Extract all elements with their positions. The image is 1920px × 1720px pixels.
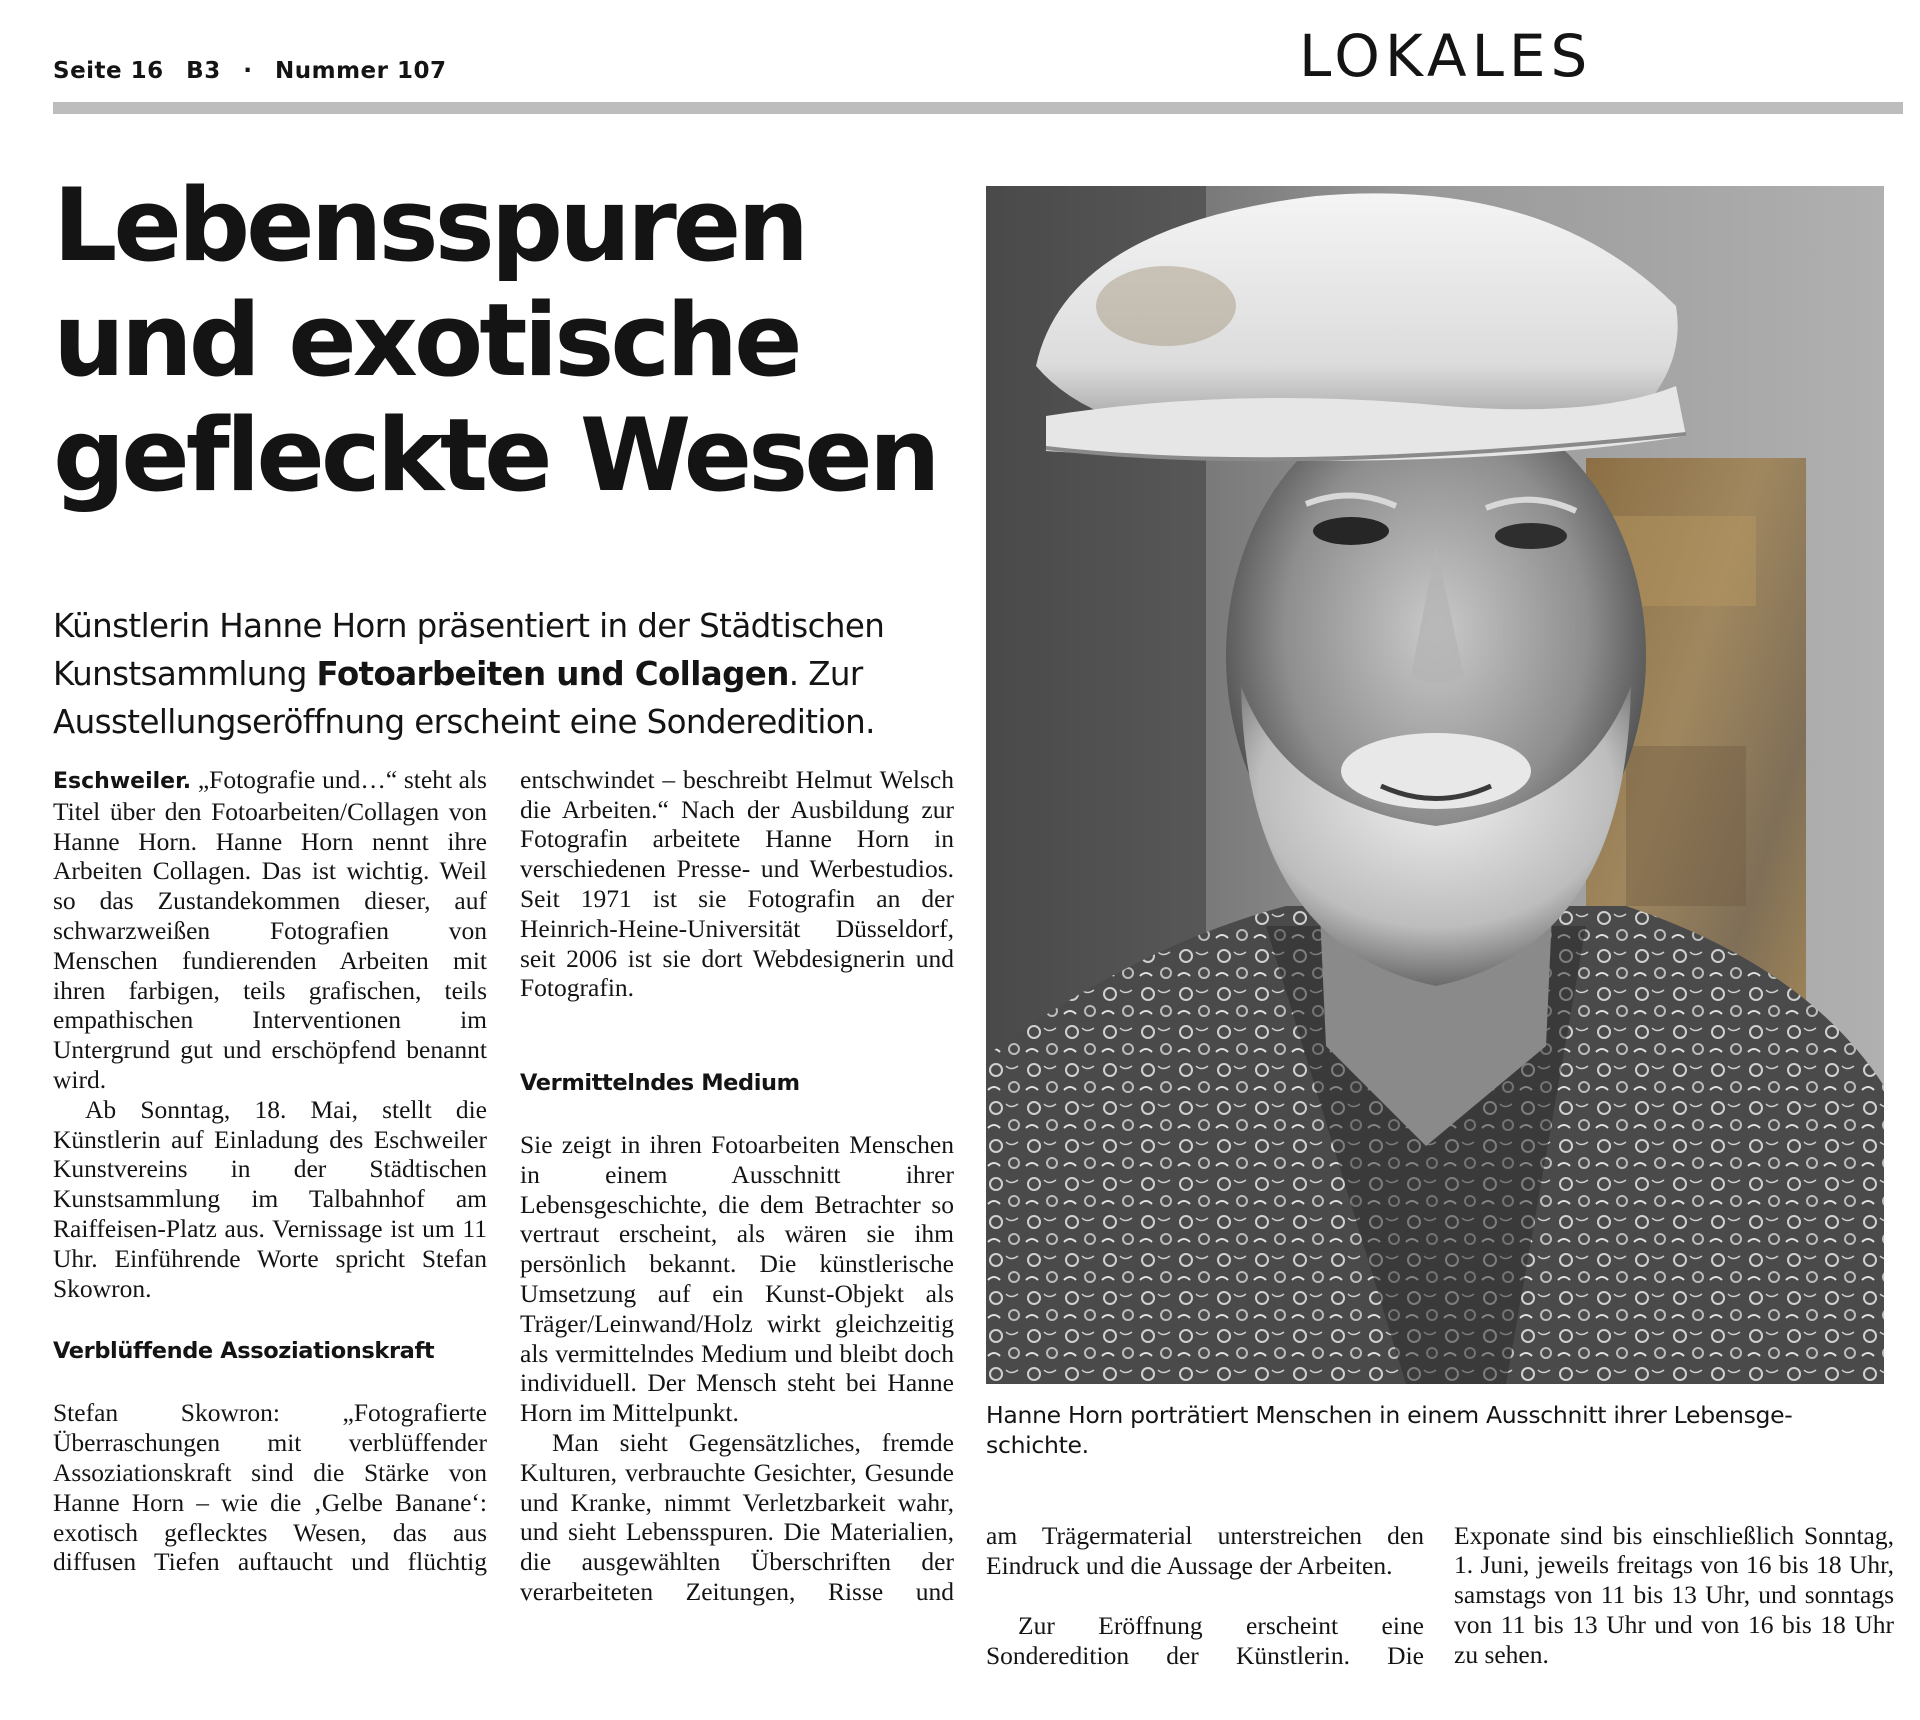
article-column-3: [986, 1521, 1424, 1671]
paragraph-3-start: [53, 1398, 487, 1576]
paragraph-1: [53, 765, 487, 1095]
subhead-text-1: Künstlerin Hanne Horn präsentiert in der Städtischen Kunstsammlung: [53, 607, 885, 693]
dateline: Eschweiler.: [53, 769, 192, 794]
article-column-1: [53, 765, 487, 1576]
subhead-text-2: . Zur Ausstellungseröffnung erscheint eine Sonderedition.: [53, 655, 875, 741]
paragraph-3-text-a: Stefan Skowron: „Fotografierte Überraschungen mit verblüffender Assoziationskraft sind die Stärke von Hanne Horn – wie die ‚Gelbe Banane‘: exotisch geflecktes Wesen, das aus diffusen Tiefen auftaucht und flüchtig: [53, 1398, 487, 1577]
subhead-bold: Fotoarbeiten und Collagen: [316, 655, 789, 693]
paragraph-4: Sie zeigt in ihren Fotoarbeiten Menschen in einem Ausschnitt ihrer Lebensgeschichte, die dem Betrachter so vertraut erscheint, als wären sie ihm persönlich bekannt. Die künstlerische Umsetzung auf ein Kunst-Objekt als Träger/Leinwand/Holz wirkt gleichzeitig als vermittelndes Medium und bleibt doch individuell. Der Mensch steht bei Hanne Horn im Mittelpunkt.: [520, 1130, 954, 1428]
page-header: [53, 0, 1903, 118]
meta-separator: ·: [243, 58, 253, 84]
section-title: LOKALES: [1299, 22, 1593, 90]
paragraph-3-text-b: entschwindet – beschreibt Helmut Welsch die Arbeiten.“ Nach der Ausbildung zur Fotografin arbeitete Hanne Horn in verschiedenen Presse- und Werbestudios. Seit 1971 ist sie Fotografin an der Heinrich-Heine-Universität Düsseldorf, seit 2006 ist sie dort Webdesignerin und Fotografin.: [520, 765, 954, 1003]
headline: Lebensspuren und exotische gefleckte Wesen: [53, 166, 937, 514]
subheading-vermittelndes-medium: Vermittelndes Medium: [520, 1070, 800, 1096]
header-rule: [53, 102, 1903, 114]
issue-number: Nummer 107: [275, 58, 447, 84]
edition-code: B3: [186, 58, 221, 84]
article-column-4: [1454, 1521, 1894, 1701]
paragraph-5-start: [520, 1428, 954, 1606]
page-number: Seite 16: [53, 58, 164, 84]
portrait-photo: [986, 186, 1884, 1384]
paragraph-5-cont: [986, 1521, 1424, 1611]
paragraph-3-cont: [520, 765, 954, 1035]
paragraph-6-text-b: Exponate sind bis einschließlich Sonntag, 1. Juni, jeweils freitags von 16 bis 18 Uhr, samstags von 11 bis 13 Uhr, und sonntags von 11 bis 13 Uhr und von 16 bis 18 Uhr zu sehen.: [1454, 1521, 1894, 1669]
page-meta: [53, 58, 461, 84]
paragraph-2: Ab Sonntag, 18. Mai, stellt die Künstlerin auf Einladung des Eschweiler Kunstvereins in der Städtischen Kunstsammlung im Talbahnhof am Raiffeisen-Platz aus. Vernissage ist um 11 Uhr. Einführende Worte spricht Stefan Skowron.: [53, 1094, 487, 1303]
paragraph-1-text: „Fotografie und…“ steht als Titel über den Fotoarbeiten/Collagen von Hanne Horn. Hanne Horn nennt ihre Arbeiten Collagen. Das ist wichtig. Weil so das Zustandekommen dieser, auf schwarzweißen Fotografien von Menschen fundierenden Arbeiten mit ihren farbigen, teils grafischen, teils empathischen Interventionen im Untergrund gut und erschöpfend benannt wird.: [53, 765, 487, 1094]
paragraph-6-text-a: Zur Eröffnung erscheint eine Sonderedition der Künstlerin. Die: [986, 1611, 1424, 1670]
article-column-2: [520, 765, 954, 1606]
photo-caption: Hanne Horn porträtiert Menschen in einem Ausschnitt ihrer Lebensge- schichte.: [986, 1401, 1793, 1459]
paragraph-6-cont: [1454, 1521, 1894, 1701]
portrait-illustration: [986, 186, 1884, 1384]
paragraph-5-text-a: Man sieht Gegensätzliches, fremde Kulturen, verbrauchte Gesichter, Gesunde und Kranke, nimmt Verletzbarkeit wahr, und sieht Lebensspuren. Die Materialien, die ausgewählten Überschriften der verarbeiteten Zeitungen, Risse und: [520, 1427, 954, 1606]
paragraph-5-text-b: am Trägermaterial unterstreichen den Eindruck und die Aussage der Arbeiten.: [986, 1521, 1424, 1580]
subhead: [53, 602, 983, 746]
paragraph-6-start: [986, 1611, 1424, 1671]
subheading-assoziationskraft: Verblüffende Assoziationskraft: [53, 1338, 435, 1365]
